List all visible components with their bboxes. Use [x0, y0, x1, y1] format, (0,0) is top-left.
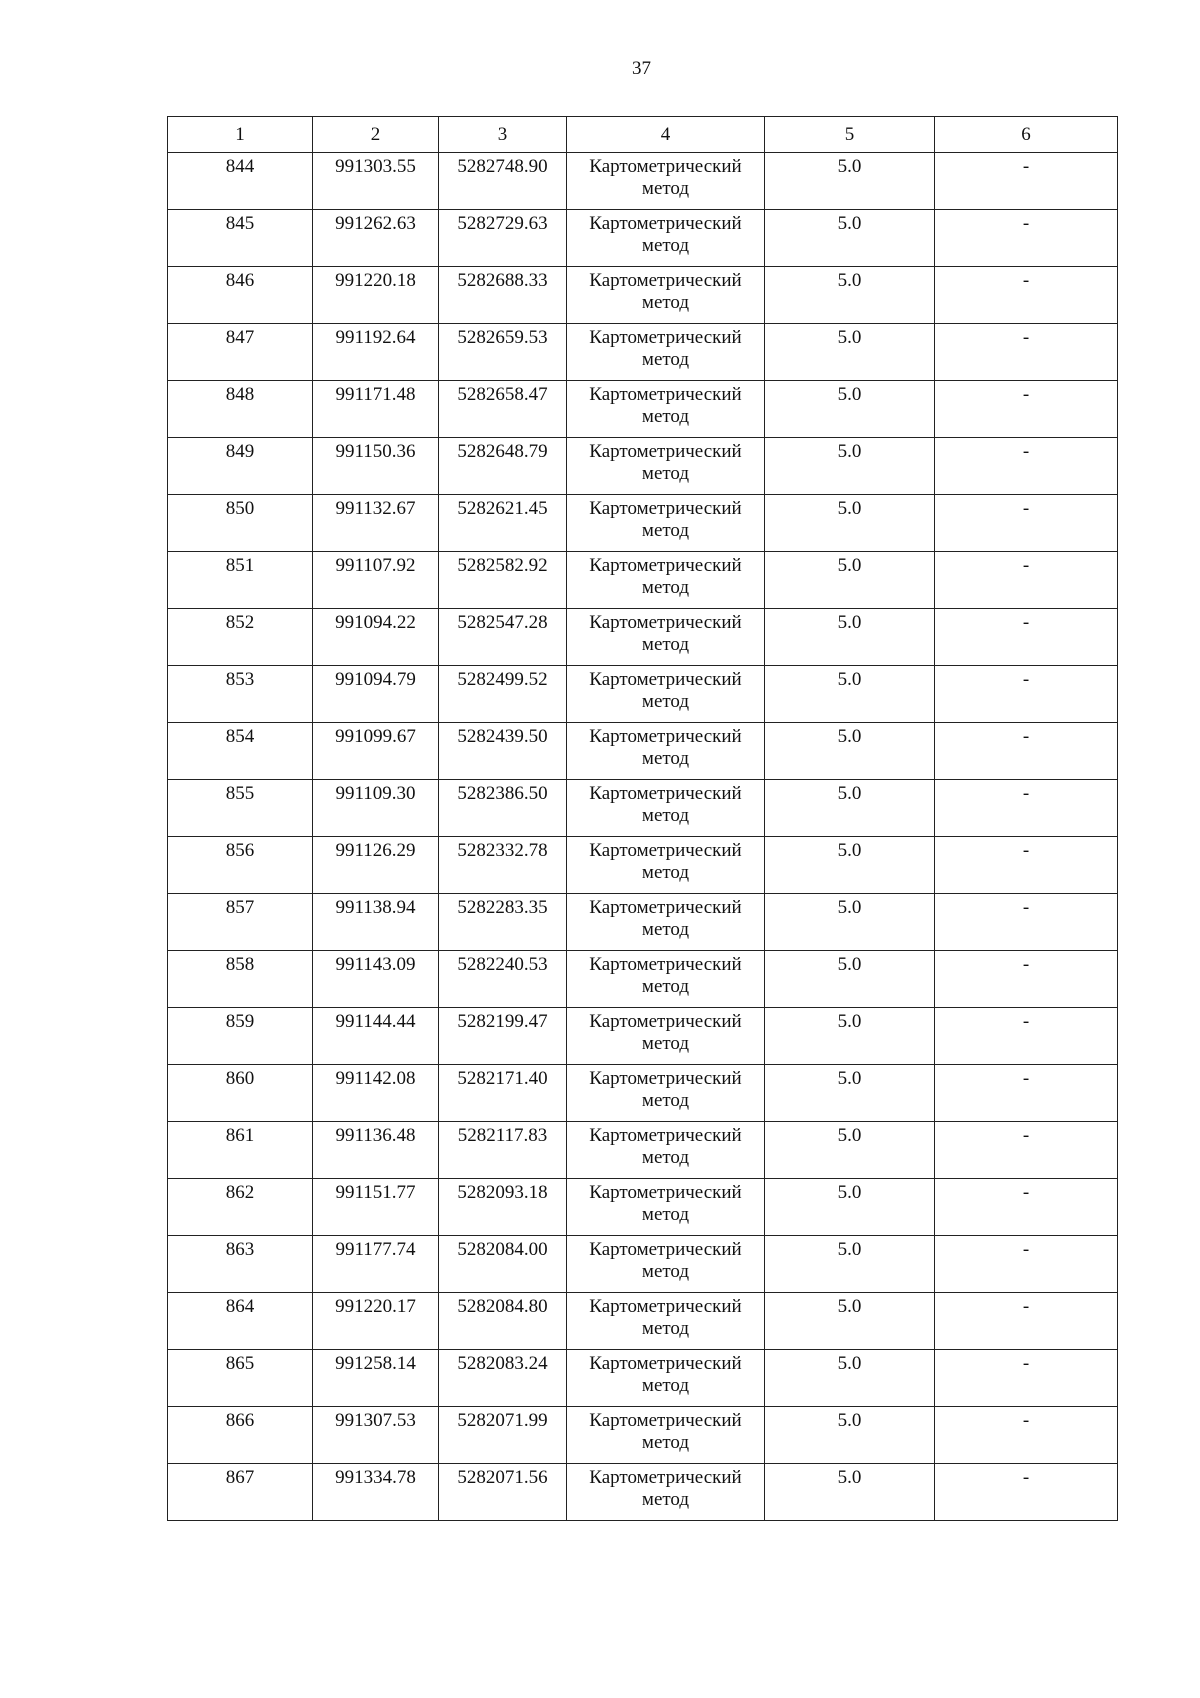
table-row — [168, 666, 1118, 723]
table-row — [168, 495, 1118, 552]
method-cell: Картометрический метод — [567, 495, 765, 552]
x-coordinate-cell: 991220.17 — [313, 1293, 439, 1350]
table-row — [168, 1122, 1118, 1179]
method-cell: Картометрический метод — [567, 1293, 765, 1350]
column-header-6: 6 — [935, 117, 1118, 153]
method-cell: Картометрический метод — [567, 666, 765, 723]
method-cell: Картометрический метод — [567, 552, 765, 609]
table-row — [168, 723, 1118, 780]
note-cell: - — [935, 951, 1118, 1008]
table-row — [168, 153, 1118, 210]
y-coordinate-cell: 5282582.92 — [439, 552, 567, 609]
table-row — [168, 780, 1118, 837]
note-cell: - — [935, 1293, 1118, 1350]
y-coordinate-cell: 5282748.90 — [439, 153, 567, 210]
method-cell: Картометрический метод — [567, 153, 765, 210]
y-coordinate-cell: 5282084.00 — [439, 1236, 567, 1293]
x-coordinate-cell: 991171.48 — [313, 381, 439, 438]
accuracy-cell: 5.0 — [765, 837, 935, 894]
accuracy-cell: 5.0 — [765, 552, 935, 609]
method-cell: Картометрический метод — [567, 780, 765, 837]
page-number: 37 — [632, 58, 651, 79]
note-cell: - — [935, 267, 1118, 324]
note-cell: - — [935, 552, 1118, 609]
accuracy-cell: 5.0 — [765, 324, 935, 381]
note-cell: - — [935, 1008, 1118, 1065]
method-cell: Картометрический метод — [567, 609, 765, 666]
note-cell: - — [935, 723, 1118, 780]
table-row — [168, 1464, 1118, 1521]
note-cell: - — [935, 609, 1118, 666]
y-coordinate-cell: 5282547.28 — [439, 609, 567, 666]
point-number-cell: 866 — [168, 1407, 313, 1464]
y-coordinate-cell: 5282171.40 — [439, 1065, 567, 1122]
x-coordinate-cell: 991220.18 — [313, 267, 439, 324]
table-row — [168, 1407, 1118, 1464]
method-cell: Картометрический метод — [567, 1122, 765, 1179]
accuracy-cell: 5.0 — [765, 153, 935, 210]
note-cell: - — [935, 780, 1118, 837]
y-coordinate-cell: 5282658.47 — [439, 381, 567, 438]
method-cell: Картометрический метод — [567, 267, 765, 324]
note-cell: - — [935, 1464, 1118, 1521]
x-coordinate-cell: 991107.92 — [313, 552, 439, 609]
accuracy-cell: 5.0 — [765, 1236, 935, 1293]
x-coordinate-cell: 991099.67 — [313, 723, 439, 780]
x-coordinate-cell: 991262.63 — [313, 210, 439, 267]
x-coordinate-cell: 991192.64 — [313, 324, 439, 381]
column-header-1: 1 — [168, 117, 313, 153]
method-cell: Картометрический метод — [567, 438, 765, 495]
note-cell: - — [935, 894, 1118, 951]
x-coordinate-cell: 991307.53 — [313, 1407, 439, 1464]
accuracy-cell: 5.0 — [765, 1464, 935, 1521]
point-number-cell: 857 — [168, 894, 313, 951]
accuracy-cell: 5.0 — [765, 951, 935, 1008]
accuracy-cell: 5.0 — [765, 1065, 935, 1122]
point-number-cell: 845 — [168, 210, 313, 267]
accuracy-cell: 5.0 — [765, 609, 935, 666]
point-number-cell: 846 — [168, 267, 313, 324]
point-number-cell: 861 — [168, 1122, 313, 1179]
table-row — [168, 267, 1118, 324]
note-cell: - — [935, 1065, 1118, 1122]
table-row — [168, 381, 1118, 438]
point-number-cell: 844 — [168, 153, 313, 210]
accuracy-cell: 5.0 — [765, 723, 935, 780]
point-number-cell: 856 — [168, 837, 313, 894]
method-cell: Картометрический метод — [567, 951, 765, 1008]
note-cell: - — [935, 1236, 1118, 1293]
x-coordinate-cell: 991132.67 — [313, 495, 439, 552]
point-number-cell: 864 — [168, 1293, 313, 1350]
accuracy-cell: 5.0 — [765, 1122, 935, 1179]
table-row — [168, 1236, 1118, 1293]
accuracy-cell: 5.0 — [765, 1293, 935, 1350]
x-coordinate-cell: 991142.08 — [313, 1065, 439, 1122]
table-row — [168, 1350, 1118, 1407]
note-cell: - — [935, 495, 1118, 552]
point-number-cell: 853 — [168, 666, 313, 723]
accuracy-cell: 5.0 — [765, 894, 935, 951]
x-coordinate-cell: 991143.09 — [313, 951, 439, 1008]
point-number-cell: 862 — [168, 1179, 313, 1236]
x-coordinate-cell: 991303.55 — [313, 153, 439, 210]
y-coordinate-cell: 5282071.56 — [439, 1464, 567, 1521]
column-header-5: 5 — [765, 117, 935, 153]
table-header-row — [168, 117, 1118, 153]
table-row — [168, 438, 1118, 495]
note-cell: - — [935, 1350, 1118, 1407]
note-cell: - — [935, 1407, 1118, 1464]
y-coordinate-cell: 5282083.24 — [439, 1350, 567, 1407]
note-cell: - — [935, 1179, 1118, 1236]
note-cell: - — [935, 837, 1118, 894]
x-coordinate-cell: 991126.29 — [313, 837, 439, 894]
table-row — [168, 894, 1118, 951]
y-coordinate-cell: 5282648.79 — [439, 438, 567, 495]
method-cell: Картометрический метод — [567, 210, 765, 267]
accuracy-cell: 5.0 — [765, 1179, 935, 1236]
y-coordinate-cell: 5282117.83 — [439, 1122, 567, 1179]
method-cell: Картометрический метод — [567, 894, 765, 951]
point-number-cell: 850 — [168, 495, 313, 552]
method-cell: Картометрический метод — [567, 1065, 765, 1122]
y-coordinate-cell: 5282283.35 — [439, 894, 567, 951]
y-coordinate-cell: 5282084.80 — [439, 1293, 567, 1350]
point-number-cell: 854 — [168, 723, 313, 780]
y-coordinate-cell: 5282332.78 — [439, 837, 567, 894]
y-coordinate-cell: 5282621.45 — [439, 495, 567, 552]
x-coordinate-cell: 991177.74 — [313, 1236, 439, 1293]
y-coordinate-cell: 5282240.53 — [439, 951, 567, 1008]
y-coordinate-cell: 5282093.18 — [439, 1179, 567, 1236]
accuracy-cell: 5.0 — [765, 666, 935, 723]
method-cell: Картометрический метод — [567, 1350, 765, 1407]
column-header-2: 2 — [313, 117, 439, 153]
y-coordinate-cell: 5282199.47 — [439, 1008, 567, 1065]
y-coordinate-cell: 5282688.33 — [439, 267, 567, 324]
point-number-cell: 863 — [168, 1236, 313, 1293]
method-cell: Картометрический метод — [567, 1008, 765, 1065]
x-coordinate-cell: 991150.36 — [313, 438, 439, 495]
point-number-cell: 865 — [168, 1350, 313, 1407]
y-coordinate-cell: 5282439.50 — [439, 723, 567, 780]
x-coordinate-cell: 991109.30 — [313, 780, 439, 837]
note-cell: - — [935, 381, 1118, 438]
point-number-cell: 867 — [168, 1464, 313, 1521]
point-number-cell: 851 — [168, 552, 313, 609]
column-header-3: 3 — [439, 117, 567, 153]
y-coordinate-cell: 5282659.53 — [439, 324, 567, 381]
point-number-cell: 848 — [168, 381, 313, 438]
accuracy-cell: 5.0 — [765, 1350, 935, 1407]
method-cell: Картометрический метод — [567, 1464, 765, 1521]
table-row — [168, 1293, 1118, 1350]
table-row — [168, 324, 1118, 381]
accuracy-cell: 5.0 — [765, 381, 935, 438]
table-row — [168, 951, 1118, 1008]
x-coordinate-cell: 991094.79 — [313, 666, 439, 723]
method-cell: Картометрический метод — [567, 1179, 765, 1236]
method-cell: Картометрический метод — [567, 723, 765, 780]
table-row — [168, 1065, 1118, 1122]
accuracy-cell: 5.0 — [765, 210, 935, 267]
table-row — [168, 1179, 1118, 1236]
point-number-cell: 849 — [168, 438, 313, 495]
note-cell: - — [935, 210, 1118, 267]
method-cell: Картометрический метод — [567, 381, 765, 438]
accuracy-cell: 5.0 — [765, 780, 935, 837]
note-cell: - — [935, 438, 1118, 495]
y-coordinate-cell: 5282386.50 — [439, 780, 567, 837]
point-number-cell: 858 — [168, 951, 313, 1008]
x-coordinate-cell: 991334.78 — [313, 1464, 439, 1521]
accuracy-cell: 5.0 — [765, 1008, 935, 1065]
y-coordinate-cell: 5282729.63 — [439, 210, 567, 267]
accuracy-cell: 5.0 — [765, 267, 935, 324]
x-coordinate-cell: 991138.94 — [313, 894, 439, 951]
method-cell: Картометрический метод — [567, 1236, 765, 1293]
coordinates-table — [167, 116, 1118, 1521]
table-row — [168, 837, 1118, 894]
x-coordinate-cell: 991136.48 — [313, 1122, 439, 1179]
note-cell: - — [935, 153, 1118, 210]
x-coordinate-cell: 991144.44 — [313, 1008, 439, 1065]
column-header-4: 4 — [567, 117, 765, 153]
note-cell: - — [935, 1122, 1118, 1179]
table-row — [168, 1008, 1118, 1065]
method-cell: Картометрический метод — [567, 324, 765, 381]
accuracy-cell: 5.0 — [765, 495, 935, 552]
point-number-cell: 847 — [168, 324, 313, 381]
point-number-cell: 859 — [168, 1008, 313, 1065]
note-cell: - — [935, 324, 1118, 381]
point-number-cell: 852 — [168, 609, 313, 666]
y-coordinate-cell: 5282499.52 — [439, 666, 567, 723]
point-number-cell: 860 — [168, 1065, 313, 1122]
note-cell: - — [935, 666, 1118, 723]
table-row — [168, 609, 1118, 666]
x-coordinate-cell: 991094.22 — [313, 609, 439, 666]
accuracy-cell: 5.0 — [765, 438, 935, 495]
table-row — [168, 552, 1118, 609]
table-body — [168, 153, 1118, 1521]
y-coordinate-cell: 5282071.99 — [439, 1407, 567, 1464]
x-coordinate-cell: 991151.77 — [313, 1179, 439, 1236]
method-cell: Картометрический метод — [567, 837, 765, 894]
point-number-cell: 855 — [168, 780, 313, 837]
table-row — [168, 210, 1118, 267]
accuracy-cell: 5.0 — [765, 1407, 935, 1464]
method-cell: Картометрический метод — [567, 1407, 765, 1464]
x-coordinate-cell: 991258.14 — [313, 1350, 439, 1407]
